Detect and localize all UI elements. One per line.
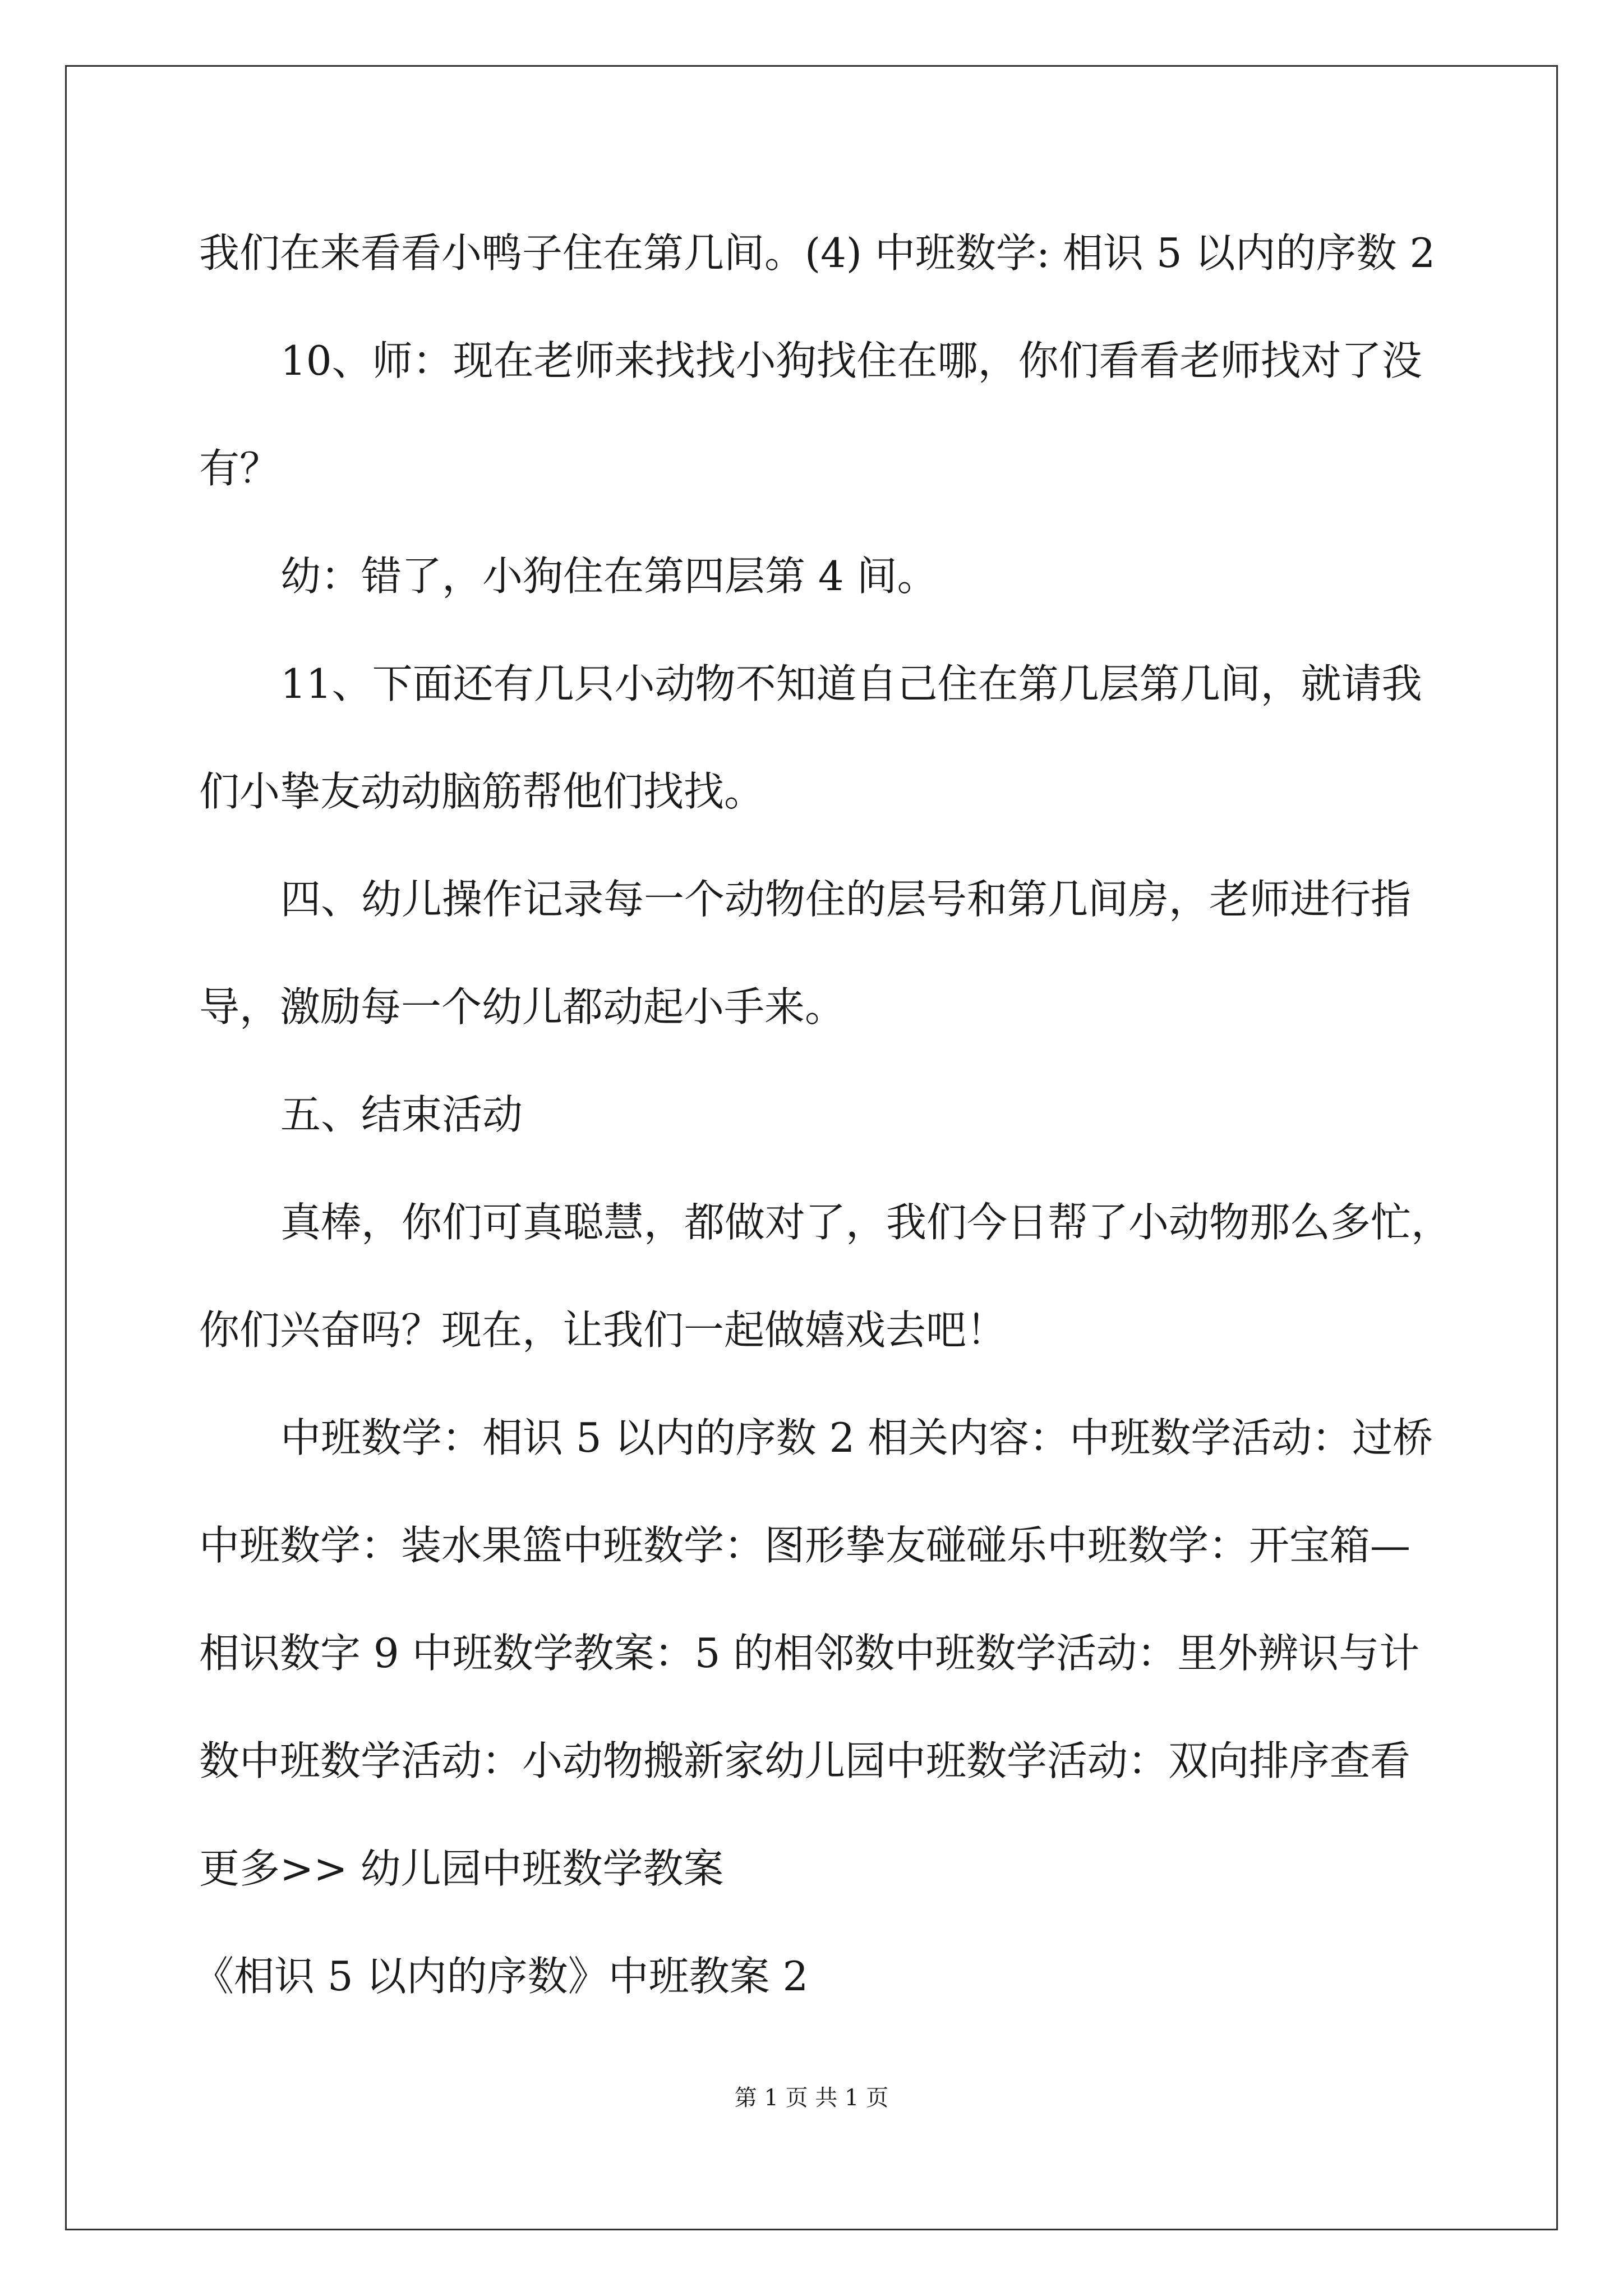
more-link[interactable]: 更多>> 幼儿园中班数学教案 bbox=[199, 1845, 724, 1892]
text-line-1: 我们在来看看小鸭子住在第几间。(4) 中班数学: 相识 5 以内的序数 2 bbox=[199, 229, 1436, 277]
text-line-7: 四、幼儿操作记录每一个动物住的层号和第几间房，老师进行指 bbox=[280, 876, 1412, 923]
related-line-2: 中班数学：装水果篮中班数学：图形挚友碰碰乐中班数学：开宝箱— bbox=[199, 1522, 1411, 1569]
text-line-11: 你们兴奋吗？现在，让我们一起做嬉戏去吧！ bbox=[199, 1306, 1007, 1354]
text-line-10: 真棒，你们可真聪慧，都做对了，我们今日帮了小动物那么多忙， bbox=[280, 1199, 1452, 1246]
text-line-2: 10、师：现在老师来找找小狗找住在哪，你们看看老师找对了没 bbox=[280, 337, 1422, 384]
text-line-8: 导，激励每一个幼儿都动起小手来。 bbox=[199, 983, 846, 1030]
text-line-6: 们小挚友动动脑筋帮他们找找。 bbox=[199, 768, 765, 815]
related-line-4: 数中班数学活动：小动物搬新家幼儿园中班数学活动：双向排序查看 bbox=[199, 1737, 1411, 1784]
text-line-5: 11、下面还有几只小动物不知道自己住在第几层第几间，就请我 bbox=[280, 660, 1422, 707]
document-title: 《相识 5 以内的序数》中班教案 2 bbox=[193, 1953, 809, 2000]
related-line-1: 中班数学：相识 5 以内的序数 2 相关内容：中班数学活动：过桥 bbox=[280, 1414, 1433, 1461]
related-line-3: 相识数字 9 中班数学教案：5 的相邻数中班数学活动：里外辨识与计 bbox=[199, 1630, 1420, 1677]
page-border bbox=[65, 65, 1558, 2230]
text-line-4: 幼：错了，小狗住在第四层第 4 间。 bbox=[280, 553, 938, 600]
page-number: 第 1 页 共 1 页 bbox=[734, 2085, 889, 2111]
text-line-3: 有？ bbox=[199, 445, 280, 492]
section-heading: 五、结束活动 bbox=[280, 1091, 523, 1138]
